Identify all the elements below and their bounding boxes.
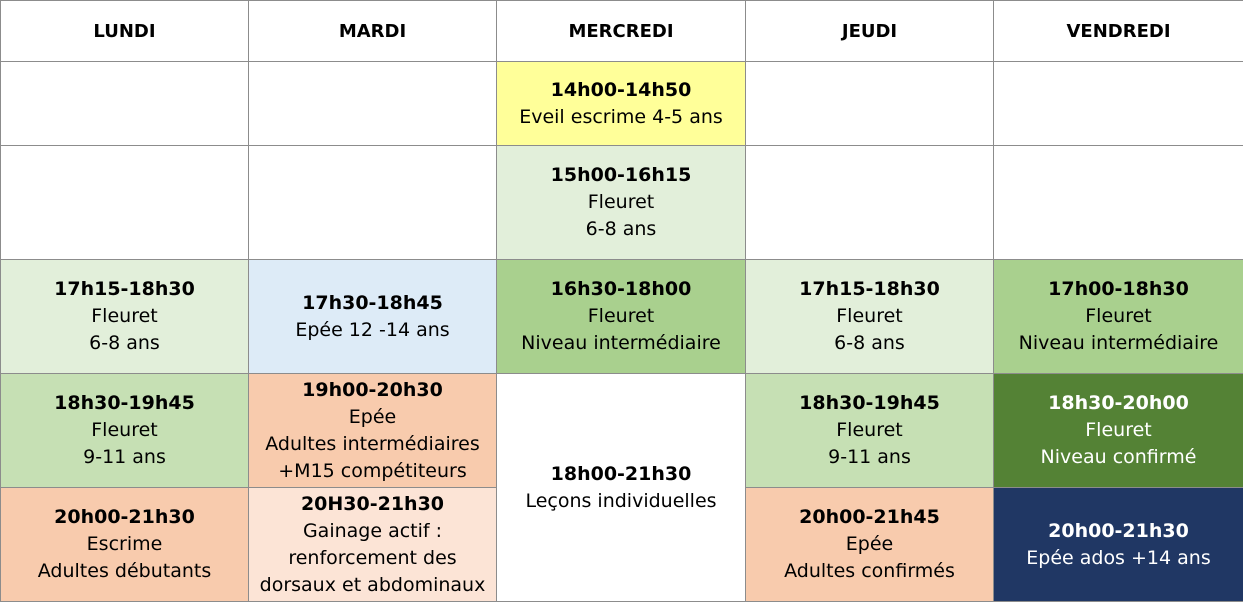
- slot-description: Epée 12 -14 ans: [295, 318, 450, 341]
- table-row: [1, 374, 1243, 488]
- slot-discipline: Epée: [348, 405, 397, 428]
- slot-level: Niveau intermédiaire: [521, 332, 721, 354]
- empty-cell: [249, 62, 497, 146]
- slot-time: 18h30-19h45: [54, 392, 195, 414]
- slot-discipline: Fleuret: [836, 419, 903, 441]
- slot-audience: 6-8 ans: [834, 332, 905, 354]
- slot-time: 20h00-21h30: [1048, 519, 1189, 542]
- slot-discipline: Fleuret: [836, 305, 903, 327]
- table-row: [1, 146, 1243, 260]
- day-header-lundi: LUNDI: [1, 1, 249, 62]
- slot-audience: 6-8 ans: [89, 332, 160, 354]
- slot-time: 15h00-16h15: [550, 164, 692, 186]
- table-row: [1, 62, 1243, 146]
- slot-discipline: Fleuret: [91, 419, 158, 441]
- slot-audience: Adultes confirmés: [784, 560, 955, 582]
- slot-jeudi-20h00: [746, 488, 994, 602]
- slot-audience: 9-11 ans: [83, 446, 166, 468]
- slot-time: 20h00-21h30: [54, 506, 195, 528]
- slot-description: renforcement des: [288, 546, 457, 569]
- slot-description: Leçons individuelles: [525, 489, 717, 512]
- slot-mercredi-14h00: [497, 62, 746, 146]
- empty-cell: [994, 146, 1243, 260]
- day-header-jeudi: JEUDI: [746, 1, 994, 62]
- slot-time: 17h00-18h30: [1048, 278, 1189, 300]
- slot-mardi-17h30: [249, 260, 497, 374]
- slot-mercredi-18h00: [497, 374, 746, 602]
- empty-cell: [1, 146, 249, 260]
- empty-cell: [746, 62, 994, 146]
- slot-time: 18h30-19h45: [799, 392, 940, 414]
- slot-vendredi-18h30: [994, 374, 1243, 488]
- slot-time: 18h30-20h00: [1048, 392, 1189, 414]
- slot-time: 17h15-18h30: [54, 278, 195, 300]
- slot-jeudi-18h30: [746, 374, 994, 488]
- slot-lundi-17h15: [1, 260, 249, 374]
- slot-audience: Adultes intermédiaires: [265, 432, 480, 455]
- slot-level: Niveau intermédiaire: [1018, 332, 1219, 354]
- slot-time: 19h00-20h30: [302, 378, 443, 401]
- slot-discipline: Escrime: [86, 533, 163, 555]
- slot-vendredi-20h00: [994, 488, 1243, 602]
- slot-audience: 6-8 ans: [585, 218, 657, 240]
- slot-discipline: Fleuret: [1085, 305, 1152, 327]
- slot-discipline: Fleuret: [91, 305, 158, 327]
- day-header-vendredi: VENDREDI: [994, 1, 1243, 62]
- slot-time: 17h15-18h30: [799, 278, 940, 300]
- slot-vendredi-17h00: [994, 260, 1243, 374]
- slot-discipline: Fleuret: [587, 305, 655, 327]
- empty-cell: [746, 146, 994, 260]
- slot-time: 18h00-21h30: [550, 462, 692, 485]
- slot-discipline: Fleuret: [587, 191, 655, 213]
- slot-description: Epée ados +14 ans: [1026, 546, 1211, 569]
- table-row: [1, 260, 1243, 374]
- slot-jeudi-17h15: [746, 260, 994, 374]
- slot-description: Eveil escrime 4-5 ans: [519, 105, 723, 128]
- slot-mardi-20h30: [249, 488, 497, 602]
- empty-cell: [1, 62, 249, 146]
- slot-description: Gainage actif :: [302, 519, 443, 542]
- header-row: [1, 1, 1243, 62]
- slot-discipline: Epée: [845, 533, 894, 555]
- slot-mercredi-16h30: [497, 260, 746, 374]
- slot-mercredi-15h00: [497, 146, 746, 260]
- slot-time: 20H30-21h30: [300, 492, 445, 515]
- slot-time: 14h00-14h50: [550, 78, 692, 101]
- slot-lundi-18h30: [1, 374, 249, 488]
- empty-cell: [249, 146, 497, 260]
- slot-discipline: Fleuret: [1085, 419, 1152, 441]
- slot-level: Niveau confirmé: [1040, 446, 1197, 468]
- slot-time: 17h30-18h45: [302, 291, 443, 314]
- slot-audience-extra: +M15 compétiteurs: [278, 459, 467, 482]
- slot-audience: 9-11 ans: [828, 446, 911, 468]
- day-header-mardi: MARDI: [249, 1, 497, 62]
- slot-audience: Adultes débutants: [37, 560, 212, 582]
- slot-time: 16h30-18h00: [550, 278, 692, 300]
- slot-lundi-20h00: [1, 488, 249, 602]
- slot-mardi-19h00: [249, 374, 497, 488]
- empty-cell: [994, 62, 1243, 146]
- day-header-mercredi: MERCREDI: [497, 1, 746, 62]
- slot-time: 20h00-21h45: [799, 506, 940, 528]
- slot-description: dorsaux et abdominaux: [259, 573, 486, 596]
